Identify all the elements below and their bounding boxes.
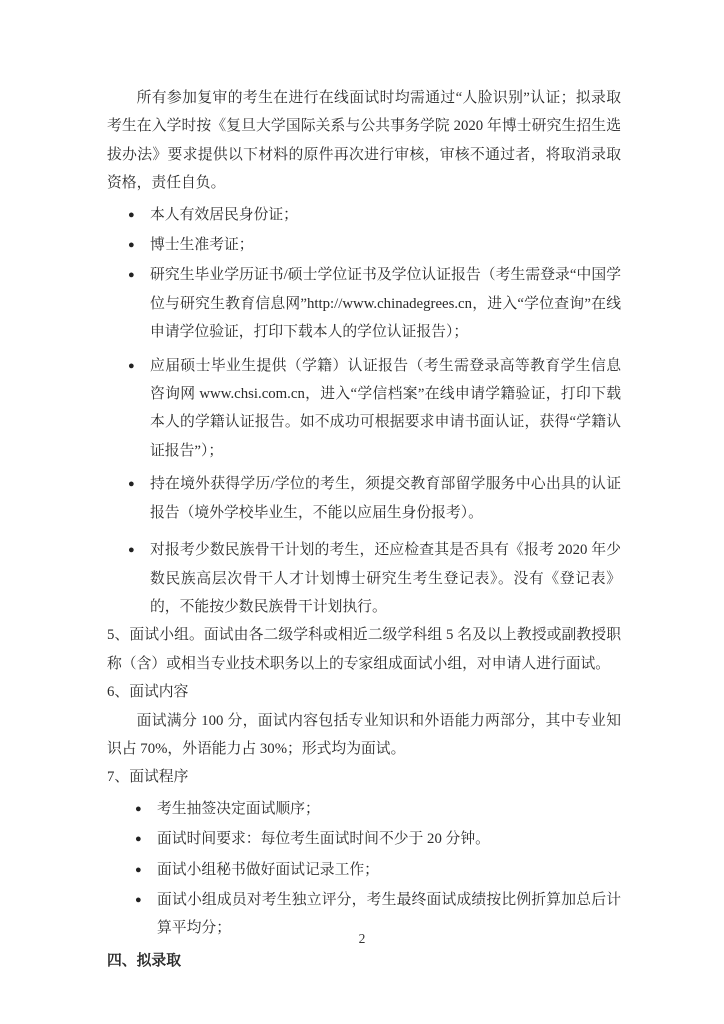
materials-list: [107, 201, 621, 622]
bullet-icon: ●: [128, 239, 135, 252]
list-item-text: 博士生准考证；: [150, 237, 254, 254]
list-item-text: 本人有效居民身份证；: [150, 206, 298, 223]
list-item-text: 面试小组成员对考生独立评分，考生最终面试成绩按比例折算加总后计算平均分；: [157, 891, 621, 937]
intro-paragraph: 所有参加复审的考生在进行在线面试时均需通过“人脸识别”认证；拟录取考生在入学时按《复旦大学国际关系与公共事务学院 2020 年博士研究生招生选拔办法》要求提供以下材料的原件再次进行审核，审核不通过者，将取消录取资格，责任自负。: [107, 90, 621, 192]
list-item-text: 面试小组秘书做好面试记录工作；: [157, 861, 379, 878]
page-number: 2: [358, 931, 366, 946]
item6-heading: 6、面试内容: [107, 684, 189, 701]
bullet-icon: ●: [128, 544, 135, 557]
list-item: [128, 536, 621, 621]
item5-paragraph: 5、面试小组。面试由各二级学科或相近二级学科组 5 名及以上教授或副教授职称（含）或相当专业技术职务以上的专家组成面试小组，对申请人进行面试。: [107, 627, 621, 672]
bullet-icon: ●: [135, 833, 142, 846]
list-item: [128, 201, 621, 229]
section4-heading: 四、拟录取: [107, 952, 181, 969]
procedure-list: [114, 795, 621, 943]
list-item: [135, 825, 621, 853]
bullet-icon: ●: [128, 208, 135, 221]
list-item: [128, 231, 621, 259]
list-item: [128, 261, 621, 346]
list-item-text: 面试时间要求：每位考生面试时间不少于 20 分钟。: [157, 831, 490, 848]
list-item: [135, 795, 621, 823]
list-item: [128, 352, 621, 466]
item7-heading: 7、面试程序: [107, 769, 189, 786]
document-body: [107, 84, 621, 975]
list-item-text: 对报考少数民族骨干计划的考生，还应检查其是否具有《报考 2020 年少数民族高层次骨干人才计划博士研究生考生登记表》。没有《登记表》的，不能按少数民族骨干计划执行。: [150, 542, 621, 615]
bullet-icon: ●: [135, 802, 142, 815]
item6-paragraph: 面试满分 100 分，面试内容包括专业知识和外语能力两部分，其中专业知识占 70%，外语能力占 30%；形式均为面试。: [107, 712, 621, 757]
list-item-text: 持在境外获得学历/学位的考生，须提交教育部留学服务中心出具的认证报告（境外学校毕业生，不能以应届生身份报考）。: [150, 476, 621, 521]
bullet-icon: ●: [128, 269, 135, 282]
bullet-icon: ●: [128, 359, 135, 372]
bullet-icon: ●: [135, 863, 142, 876]
list-item: [135, 856, 621, 884]
list-item-text: 研究生毕业学历证书/硕士学位证书及学位认证报告（考生需登录“中国学位与研究生教育信息网”http://www.chinadegrees.cn，进入“学位查询”在线申请学位验证，打印下载本人的学位认证报告）；: [150, 267, 621, 341]
list-item-text: 考生抽签决定面试顺序；: [157, 800, 320, 817]
list-item: [128, 470, 621, 527]
list-item-text: 应届硕士毕业生提供（学籍）认证报告（考生需登录高等教育学生信息咨询网 www.chsi.com.cn，进入“学信档案”在线申请学籍验证，打印下载本人的学籍认证报告。如不成功可根据要求申请书面认证，获得“学籍认证报告”）；: [150, 357, 621, 459]
bullet-icon: ●: [128, 478, 135, 491]
bullet-icon: ●: [135, 893, 142, 906]
